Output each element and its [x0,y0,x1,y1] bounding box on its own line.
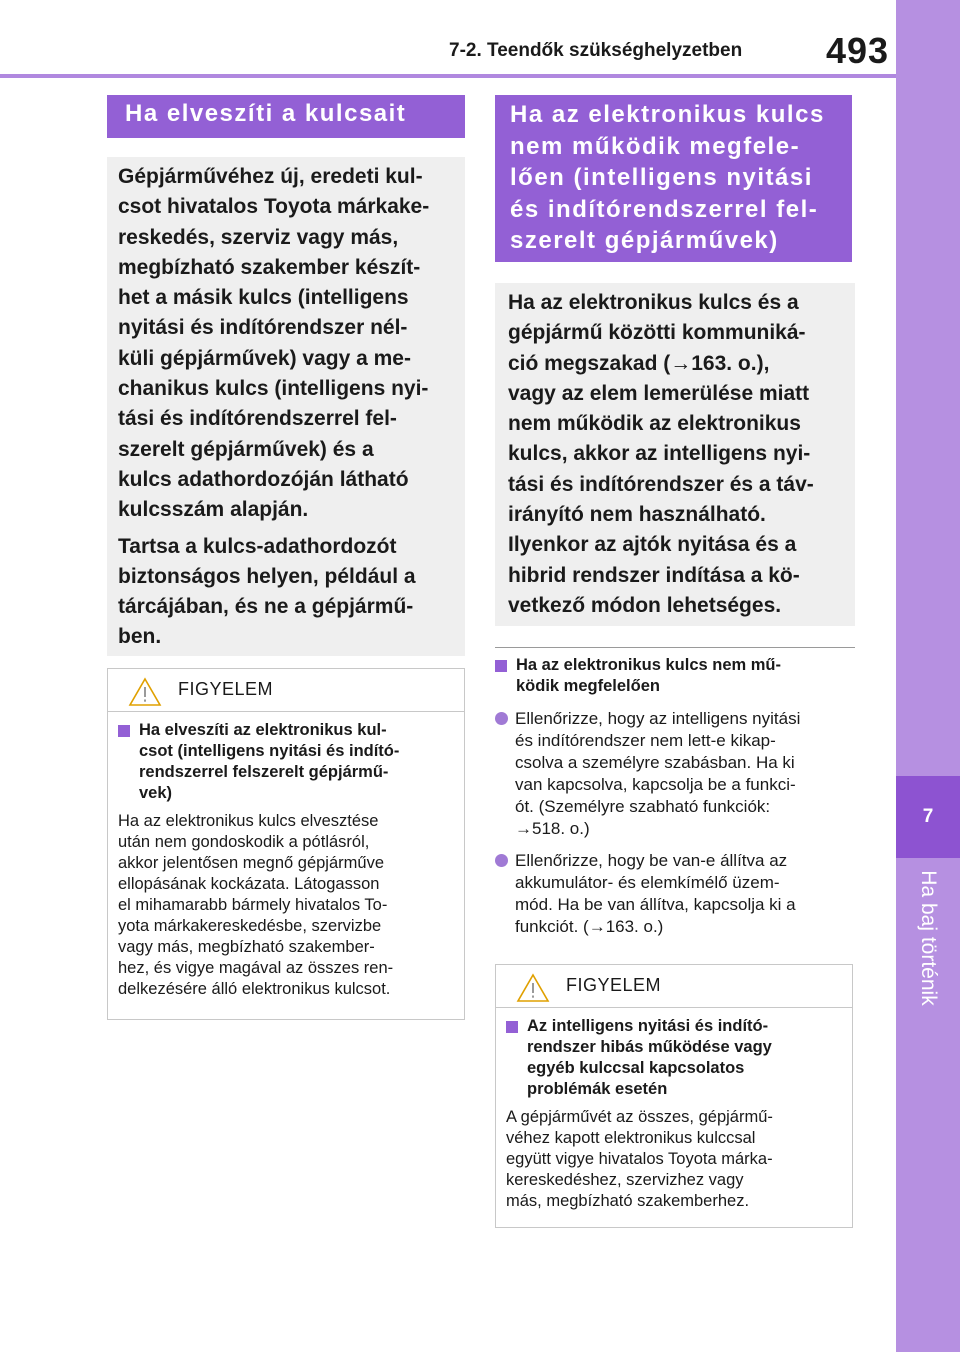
warning-triangle-icon [516,973,550,1003]
text-line: kereskedéshez, szervizhez vagy [506,1171,744,1189]
text-line: csolva a személyre szabásban. Ha ki [515,753,795,772]
bullet-item [495,850,855,938]
text-line: mód. Ha be van állítva, kapcsolja ki a [515,895,796,914]
section-title-text: Ha elveszíti a kulcsait [125,100,407,127]
warning-box-system-malfunction [495,964,853,1228]
text-line: funkciót. (→163. o.) [515,917,664,936]
text-line: csot hivatalos Toyota márkake- [118,195,430,219]
text-line: ellopásának kockázata. Látogasson [118,875,380,893]
text-line: het a másik kulcs (intelligens [118,286,409,310]
text-line: Tartsa a kulcs-adathordozót [118,534,397,558]
round-bullet-icon [495,712,508,725]
text-line: megbízható szakember készít- [118,255,421,279]
round-bullet-icon [495,854,508,867]
warning-subheading [506,1016,842,1100]
text-line: vagy az elem lemerülése miatt [508,381,810,405]
text-line: más, megbízható szakemberhez. [506,1192,750,1210]
text-line: vetkező módon lehetséges. [508,593,782,617]
section-title-lost-keys [107,95,465,138]
square-bullet-icon [118,725,130,737]
text-line: nem működik megfele- [510,132,801,160]
chapter-number: 7 [896,776,960,858]
text-line: ködik megfelelően [516,677,660,695]
text-line: Ha az elektronikus kulcs [510,101,825,128]
warning-triangle-icon [128,677,162,707]
text-line: Ilyenkor az ajtók nyitása és a [508,533,797,557]
warning-label: FIGYELEM [178,679,274,699]
text-line: gépjármű közötti kommuniká- [508,321,806,345]
text-line: vagy más, megbízható szakember- [118,938,375,956]
text-line: akkumulátor- és elemkímélő üzem- [515,873,780,892]
text-line: problémák esetén [527,1080,668,1098]
text-line: kulcs, akkor az intelligens nyi- [508,442,811,466]
key-malfunction-info-box [495,283,855,626]
warning-box-lost-key [107,668,465,1020]
text-line: Ha az elektronikus kulcs elvesztése [118,812,379,830]
text-line: tárcájában, és ne a gépjármű- [118,595,414,619]
warning-header [496,965,852,1008]
text-line: után nem gondoskodik a pótlásról, [118,833,370,851]
divider [495,647,855,648]
lost-keys-advice [118,532,455,653]
bullet-item [495,708,855,840]
warning-body [118,811,454,1000]
lost-keys-intro [118,162,455,526]
running-header: 7-2. Teendők szükséghelyzetben [449,40,743,61]
text-line: Ha az elektronikus kulcs és a [508,291,799,314]
text-line: szerelt gépjárművek) és a [118,437,374,461]
section-title-key-malfunction [495,95,852,262]
text-line: chanikus kulcs (intelligens nyi- [118,377,429,401]
text-line: van kapcsolva, kapcsolja be a funkci- [515,775,796,794]
text-line: véhez kapott elektronikus kulccsal [506,1129,756,1147]
subheading-key-not-working [495,655,876,697]
text-line: rendszerrel felszerelt gépjármű- [139,763,389,781]
header-rule [0,74,896,78]
text-line: Ha az elektronikus kulcs nem mű- [516,656,782,674]
text-line: ben. [118,625,162,649]
text-line: Az intelligens nyitási és indító- [527,1017,769,1035]
text-line: A gépjárművét az összes, gépjármű- [506,1108,773,1126]
text-line: tási és indítórendszerrel fel- [118,407,397,431]
text-line: reskedés, szerviz vagy más, [118,225,399,249]
warning-subheading [118,720,454,804]
text-line: nyitási és indítórendszer nél- [118,316,408,340]
text-line: biztonságos helyen, például a [118,564,416,588]
square-bullet-icon [506,1021,518,1033]
warning-label: FIGYELEM [566,975,662,995]
page-number: 493 [826,30,890,71]
text-line: egyéb kulccsal kapcsolatos [527,1059,745,1077]
text-line: rendszer hibás működése vagy [527,1038,772,1056]
text-line: tási és indítórendszer és a táv- [508,472,814,496]
text-line: vek) [139,784,173,802]
text-line: irányító nem használható. [508,503,766,527]
text-line: együtt vigye hivatalos Toyota márka- [506,1150,773,1168]
text-line: akkor jelentősen megnő gépjárműve [118,854,384,872]
text-line: kulcs adathordozóján látható [118,467,409,491]
text-line: kulcsszám alapján. [118,498,309,522]
text-line: szerelt gépjárművek) [510,227,779,254]
square-bullet-icon [495,660,507,672]
text-line: delkezésére álló elektronikus kulcsot. [118,980,391,998]
text-line: hez, és vigye magával az összes ren- [118,959,394,977]
text-line: yota márkakereskedésbe, szervizbe [118,917,382,935]
text-line: ót. (Személyre szabható funkciók: [515,797,771,816]
text-line: hibrid rendszer indítása a kö- [508,563,800,587]
text-line: és indítórendszer nem lett-e kikap- [515,731,776,750]
text-line: Ellenőrizze, hogy be van-e állítva az [515,851,788,870]
text-line: küli gépjárművek) vagy a me- [118,346,411,370]
text-line: Gépjárművéhez új, eredeti kul- [118,165,423,188]
text-line: és indítórendszerrel fel- [510,195,819,223]
text-line: nem működik az elektronikus [508,412,801,436]
warning-body [506,1107,842,1212]
text-line: lően (intelligens nyitási [510,164,813,191]
chapter-side-tab [896,0,960,1352]
text-line: ció megszakad (→163. o.), [508,351,770,375]
text-line: Ellenőrizze, hogy az intelligens nyitási [515,709,801,728]
text-line: Ha elveszíti az elektronikus kul- [139,721,387,739]
text-line: el mihamarabb bármely hivatalos To- [118,896,388,914]
warning-header [108,669,464,712]
chapter-label: Ha baj történik [917,870,940,1006]
text-line: csot (intelligens nyitási és indító- [139,742,400,760]
lost-keys-info-box [107,157,465,656]
text-line: →518. o.) [515,819,590,838]
